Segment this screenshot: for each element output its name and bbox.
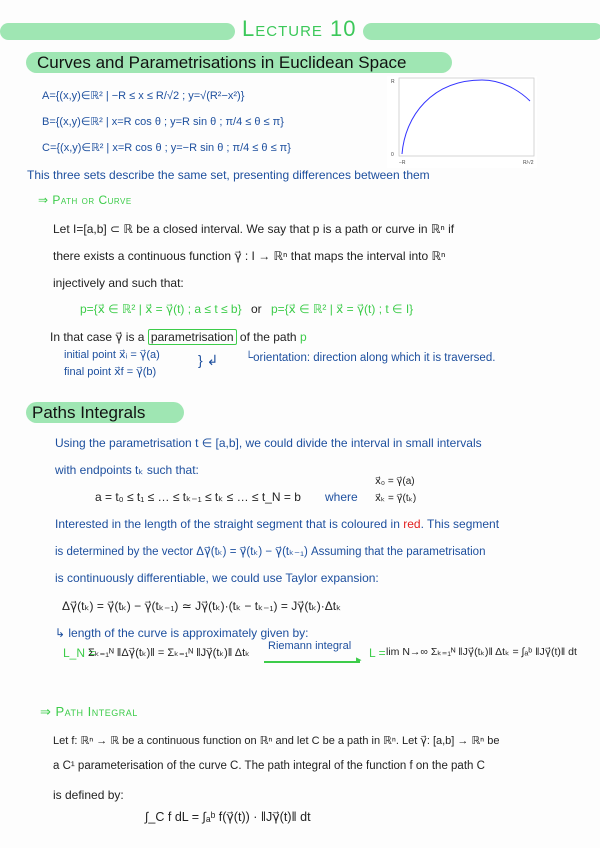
where-text: where (325, 490, 358, 504)
paragraph-line-2: with endpoints tₖ such that: (55, 463, 199, 477)
x0-def: x⃗₀ = γ⃗(a) (375, 476, 415, 487)
x-tick-left: −R (399, 160, 406, 166)
parametrisation-term: parametrisation (148, 329, 237, 345)
page-title: Lecture 10 (242, 16, 357, 41)
section-heading-path-integrals: Paths Integrals (32, 403, 146, 422)
final-point: final point x⃗f = γ⃗(b) (64, 366, 157, 378)
LN-sum: Σₖ₌₁ᴺ ‖Δγ⃗(tₖ)‖ = Σₖ₌₁ᴺ ‖Jγ⃗(tₖ)‖ Δtₖ (88, 647, 250, 659)
section-heading-curves: Curves and Parametrisations in Euclidean Space (37, 53, 407, 72)
path-integral-def-3: is defined by: (53, 788, 124, 802)
taylor-expansion: Δγ⃗(tₖ) = γ⃗(tₖ) − γ⃗(tₖ₋₁) ≃ Jγ⃗(tₖ)·(tₖ − tₖ₋₁) = Jγ⃗(tₖ)·Δtₖ (62, 599, 342, 613)
subheading-path-or-curve: ⇒ Path or Curve (38, 193, 132, 207)
arc-plot (387, 76, 537, 168)
title-bar-right (363, 23, 600, 40)
L-limit: lim N→∞ Σₖ₌₁ᴺ ‖Jγ⃗(tₖ)‖ Δtₖ = ∫ₐᵇ ‖Jγ⃗(t)‖ dt (386, 646, 577, 658)
case-pre: In that case γ⃗ is a (50, 330, 145, 344)
riemann-arrowhead: ▸ (356, 654, 362, 666)
L-label: L = (369, 646, 386, 660)
xk-def: x⃗ₖ = γ⃗(tₖ) (375, 493, 417, 504)
summary-text: This three sets describe the same set, presenting differences between them (27, 168, 430, 182)
y-tick-bottom: 0 (391, 152, 394, 158)
path-definitions (80, 302, 413, 316)
parametrisation-statement (50, 330, 307, 344)
riemann-arrow (264, 661, 360, 663)
path-integral-def-1: Let f: ℝⁿ → ℝ be a continuous function on ℝⁿ and let C be a path in ℝⁿ. Let γ⃗: [a,b] → ℝⁿ be (53, 735, 500, 747)
y-tick-top: R (391, 79, 395, 85)
initial-point: initial point x⃗ᵢ = γ⃗(a) (64, 349, 160, 361)
definition-line-3: injectively and such that: (53, 276, 184, 290)
interested-pre: Interested in the length of the straight segment that is coloured in (55, 517, 400, 531)
definition-line-2: there exists a continuous function γ⃗ : I → ℝⁿ that maps the interval into ℝⁿ (53, 249, 446, 263)
partition: a = t₀ ≤ t₁ ≤ … ≤ tₖ₋₁ ≤ tₖ ≤ … ≤ t_N = b (95, 490, 301, 504)
subheading-path-integral: ⇒ Path Integral (40, 704, 138, 719)
determined-line: is determined by the vector Δγ⃗(tₖ) = γ⃗(tₖ) − γ⃗(tₖ₋₁) Assuming that the parametrisation (55, 546, 486, 558)
path-def-2: p={x⃗ ∈ ℝ² | x⃗ = γ⃗(t) ; t ∈ I} (270, 302, 414, 316)
continuously-line: is continuously differentiable, we could use Taylor expansion: (55, 571, 379, 585)
path-integral-def-2: a C¹ parameterisation of the curve C. The path integral of the function f on the path C (53, 760, 485, 772)
path-integral-formula: ∫_C f dL = ∫ₐᵇ f(γ⃗(t)) · ‖Jγ⃗(t)‖ dt (145, 810, 311, 824)
length-text: ↳ length of the curve is approximately given by: (55, 626, 309, 640)
path-def-1: p={x⃗ ∈ ℝ² | x⃗ = γ⃗(t) ; a ≤ t ≤ b} (80, 302, 242, 316)
interested-line (55, 517, 499, 531)
interested-post: . This segment (420, 517, 500, 531)
LN-label: L_N = (63, 646, 96, 660)
orientation-note: └orientation: direction along which it is traversed. (245, 352, 496, 364)
bracket-arrow: } ↲ (198, 352, 219, 368)
paragraph-line-1: Using the parametrisation t ∈ [a,b], we could divide the interval in small intervals (55, 436, 482, 450)
x-tick-right: R/√2 (523, 160, 534, 166)
set-a: A={(x,y)∈ℝ² | −R ≤ x ≤ R/√2 ; y=√(R²−x²)} (42, 90, 245, 102)
or-text: or (250, 302, 262, 316)
riemann-label: Riemann integral (268, 640, 352, 652)
case-post: of the path (239, 330, 297, 344)
red-word: red (403, 517, 421, 531)
case-p: p (299, 330, 307, 344)
set-b: B={(x,y)∈ℝ² | x=R cos θ ; y=R sin θ ; π/4 ≤ θ ≤ π} (42, 116, 284, 128)
title-bar-left (0, 23, 235, 40)
set-c: C={(x,y)∈ℝ² | x=R cos θ ; y=−R sin θ ; π/4 ≤ θ ≤ π} (42, 142, 291, 154)
definition-line-1: Let I=[a,b] ⊂ ℝ be a closed interval. We say that p is a path or curve in ℝⁿ if (53, 222, 455, 236)
